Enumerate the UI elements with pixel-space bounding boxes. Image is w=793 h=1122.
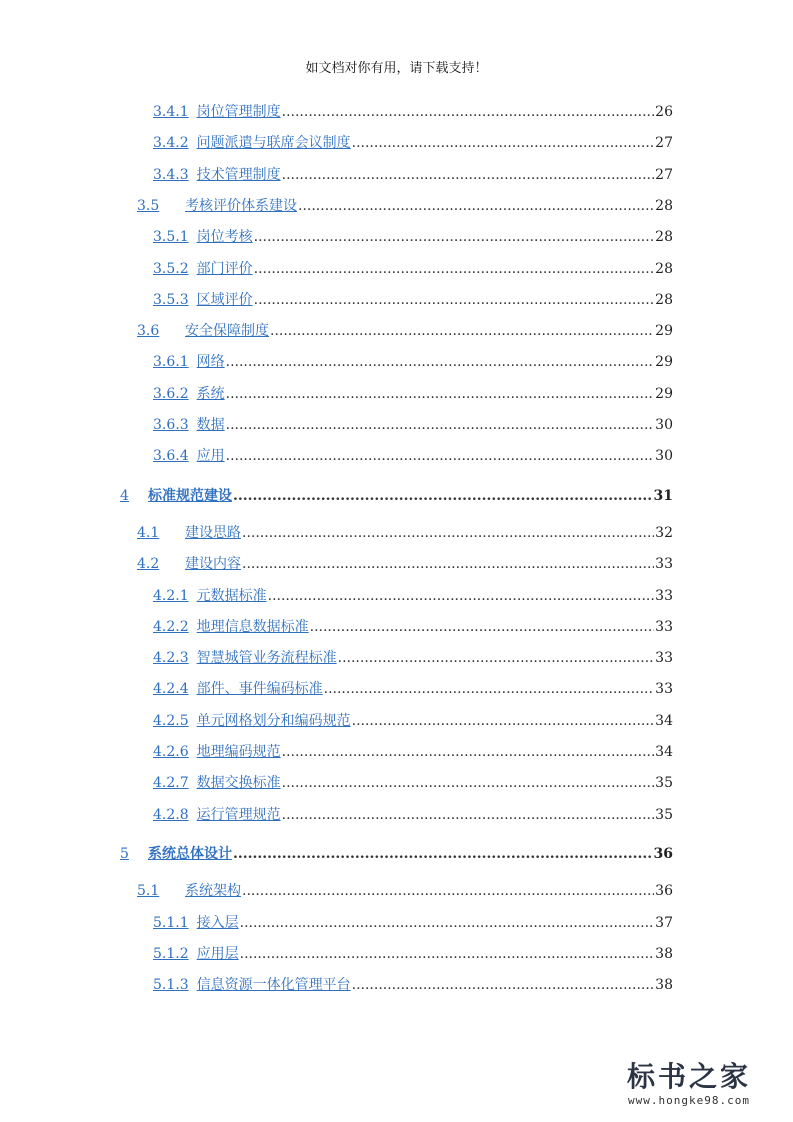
toc-dot-leader — [226, 414, 655, 436]
toc-entry-page: 36 — [655, 883, 673, 900]
toc-dot-leader — [240, 912, 655, 934]
toc-dot-leader — [310, 616, 655, 638]
toc-dot-leader — [240, 943, 655, 965]
toc-dot-leader — [254, 289, 655, 311]
toc-entry-title[interactable]: 建设内容 — [185, 556, 241, 573]
toc-entry-number[interactable]: 5.1.3 — [153, 977, 189, 994]
toc-entry[interactable] — [120, 843, 673, 865]
toc-entry-page: 38 — [655, 945, 673, 962]
toc-entry-number[interactable]: 4.2.1 — [153, 587, 189, 604]
toc-dot-leader — [282, 164, 655, 186]
toc-entry[interactable] — [153, 289, 673, 311]
toc-entry-title[interactable]: 信息资源一体化管理平台 — [196, 977, 351, 994]
toc-entry-title[interactable]: 应用 — [196, 448, 225, 465]
toc-dot-leader — [233, 485, 653, 507]
toc-entry-title[interactable]: 岗位考核 — [196, 229, 253, 246]
toc-entry-title[interactable]: 安全保障制度 — [185, 323, 269, 340]
toc-entry[interactable] — [137, 320, 673, 342]
toc-entry-number[interactable]: 5 — [120, 845, 129, 862]
toc-entry-page: 34 — [655, 744, 673, 760]
toc-entry[interactable] — [153, 351, 673, 373]
toc-entry-number[interactable]: 3.5.3 — [153, 291, 189, 308]
toc-dot-leader — [324, 678, 655, 700]
toc-entry[interactable] — [153, 414, 673, 436]
toc-entry-title[interactable]: 系统 — [196, 385, 225, 402]
toc-dot-leader — [282, 741, 655, 763]
page-header: 如文档对你有用，请下载支持！ — [305, 61, 488, 76]
toc-entry-title[interactable]: 部门评价 — [196, 260, 253, 277]
toc-entry-title[interactable]: 接入层 — [196, 914, 239, 931]
toc-entry[interactable] — [153, 445, 673, 467]
toc-dot-leader — [242, 553, 654, 575]
toc-entry[interactable] — [153, 616, 673, 638]
toc-entry-title[interactable]: 标准规范建设 — [148, 487, 232, 504]
watermark-brand: 标书之家 — [626, 1060, 751, 1093]
toc-entry-page: 27 — [655, 166, 673, 183]
toc-entry-page: 33 — [655, 556, 673, 573]
toc-entry-number[interactable]: 3.4.3 — [153, 166, 189, 183]
toc-dot-leader — [282, 804, 655, 826]
toc-entry-number[interactable]: 3.6.4 — [153, 448, 189, 465]
toc-entry[interactable] — [153, 258, 673, 280]
toc-entry-page: 28 — [655, 291, 673, 308]
toc-entry-page: 28 — [655, 260, 673, 277]
toc-entry-title[interactable]: 元数据标准 — [196, 587, 267, 604]
toc-entry-title[interactable]: 运行管理规范 — [196, 806, 281, 823]
toc-entry-page: 37 — [655, 914, 673, 931]
toc-entry[interactable] — [153, 912, 673, 934]
toc-entry-page: 38 — [655, 977, 673, 994]
toc-entry-page: 33 — [655, 681, 673, 698]
toc-entry-number[interactable]: 4.2.2 — [153, 618, 189, 635]
toc-entry-title[interactable]: 智慧城管业务流程标准 — [196, 650, 337, 667]
toc-entry-number[interactable]: 3.6.3 — [153, 417, 189, 433]
toc-entry-title[interactable]: 系统架构 — [185, 883, 241, 900]
toc-entry[interactable] — [137, 195, 673, 217]
toc-entry[interactable] — [153, 383, 673, 405]
toc-entry[interactable] — [153, 772, 673, 794]
toc-entry-title[interactable]: 岗位管理制度 — [196, 104, 281, 120]
toc-entry-number[interactable]: 4.2.6 — [153, 744, 189, 760]
toc-entry-title[interactable]: 技术管理制度 — [196, 166, 281, 183]
toc-entry-page: 30 — [655, 448, 673, 465]
toc-dot-leader — [352, 710, 655, 732]
toc-entry-page: 29 — [655, 354, 673, 371]
toc-entry-number[interactable]: 4.2.7 — [153, 775, 189, 792]
toc-dot-leader — [352, 974, 655, 996]
toc-entry-title[interactable]: 单元网格划分和编码规范 — [196, 712, 351, 729]
toc-entry-page: 33 — [655, 650, 673, 667]
toc-entry-number[interactable]: 3.6.2 — [153, 385, 189, 402]
toc-entry-number[interactable]: 4.2.8 — [153, 806, 189, 823]
toc-dot-leader — [233, 843, 653, 865]
toc-entry-title[interactable]: 网络 — [196, 354, 225, 371]
toc-entry-title[interactable]: 地理信息数据标准 — [196, 618, 309, 635]
toc-entry-title[interactable]: 地理编码规范 — [196, 744, 281, 760]
toc-entry-number[interactable]: 3.4.2 — [153, 135, 189, 152]
toc-entry-page: 35 — [655, 775, 673, 792]
toc-entry-page: 28 — [655, 197, 673, 214]
toc-entry-page: 28 — [655, 229, 673, 246]
toc-dot-leader — [270, 320, 654, 342]
toc-entry[interactable] — [153, 226, 673, 248]
toc-dot-leader — [268, 585, 655, 607]
toc-entry-page: 31 — [653, 487, 673, 504]
toc-entry-number[interactable]: 3.5.2 — [153, 260, 189, 277]
toc-dot-leader — [242, 880, 654, 902]
toc-dot-leader — [254, 258, 655, 280]
toc-entry-page: 33 — [655, 618, 673, 635]
toc-entry-page: 29 — [655, 323, 673, 340]
toc-dot-leader — [338, 647, 655, 669]
toc-entry[interactable] — [153, 132, 673, 154]
toc-entry[interactable] — [153, 974, 673, 996]
toc-entry-page: 35 — [655, 806, 673, 823]
toc-entry-number[interactable]: 4.2.4 — [153, 681, 189, 698]
toc-entry-title[interactable]: 数据 — [196, 417, 225, 433]
toc-entry-number[interactable]: 3.6 — [137, 323, 160, 340]
toc-dot-leader — [226, 445, 655, 467]
toc-entry-page: 33 — [655, 587, 673, 604]
toc-entry[interactable] — [153, 647, 673, 669]
toc-entry-page: 27 — [655, 135, 673, 152]
toc-entry[interactable] — [153, 678, 673, 700]
watermark-url: www.hongke98.com — [628, 1094, 750, 1107]
toc-entry-number[interactable]: 4 — [120, 487, 129, 504]
toc-entry-title[interactable]: 考核评价体系建设 — [185, 197, 297, 214]
toc-entry-number[interactable]: 5.1 — [137, 883, 160, 900]
toc-entry-page: 32 — [655, 524, 673, 541]
toc-entry-title[interactable]: 系统总体设计 — [148, 845, 232, 862]
toc-entry[interactable] — [153, 585, 673, 607]
toc-entry-number[interactable]: 4.1 — [137, 524, 160, 541]
toc-entry[interactable] — [137, 880, 673, 902]
toc-entry[interactable] — [153, 741, 673, 763]
toc-entry[interactable] — [137, 553, 673, 575]
toc-entry-page: 30 — [655, 417, 673, 433]
toc-dot-leader — [242, 522, 654, 544]
toc-entry-title[interactable]: 数据交换标准 — [196, 775, 281, 792]
toc-entry-number[interactable]: 3.6.1 — [153, 354, 189, 371]
toc-dot-leader — [298, 195, 654, 217]
toc-entry-page: 26 — [655, 104, 673, 120]
toc-entry[interactable] — [153, 101, 673, 123]
toc-dot-leader — [282, 101, 655, 123]
toc-dot-leader — [254, 226, 655, 248]
toc-entry-title[interactable]: 建设思路 — [185, 524, 241, 541]
toc-dot-leader — [282, 772, 655, 794]
toc-entry-number[interactable]: 3.5 — [137, 197, 160, 214]
toc-entry-number[interactable]: 5.1.1 — [153, 914, 189, 931]
toc-entry-page: 34 — [655, 712, 673, 729]
toc-entry[interactable] — [153, 943, 673, 965]
toc-entry-title[interactable]: 区域评价 — [196, 291, 253, 308]
toc-dot-leader — [352, 132, 655, 154]
toc-entry[interactable] — [120, 485, 673, 507]
toc-entry[interactable] — [153, 804, 673, 826]
toc-entry-number[interactable]: 4.2.5 — [153, 712, 189, 729]
toc-dot-leader — [226, 383, 655, 405]
toc-entry[interactable] — [153, 710, 673, 732]
toc-dot-leader — [226, 351, 655, 373]
toc-entry-number[interactable]: 4.2 — [137, 556, 160, 573]
toc-entry-number[interactable]: 3.4.1 — [153, 104, 189, 120]
toc-entry-page: 29 — [655, 385, 673, 402]
toc-entry-title[interactable]: 问题派遣与联席会议制度 — [196, 135, 351, 152]
toc-entry-title[interactable]: 应用层 — [196, 945, 239, 962]
toc-entry[interactable] — [153, 164, 673, 186]
toc-entry[interactable] — [137, 522, 673, 544]
toc-entry-number[interactable]: 4.2.3 — [153, 650, 189, 667]
watermark-logo — [609, 1060, 769, 1110]
toc-entry-title[interactable]: 部件、事件编码标准 — [196, 681, 323, 698]
toc-entry-number[interactable]: 5.1.2 — [153, 945, 189, 962]
toc-entry-page: 36 — [653, 845, 673, 862]
toc-entry-number[interactable]: 3.5.1 — [153, 229, 189, 246]
